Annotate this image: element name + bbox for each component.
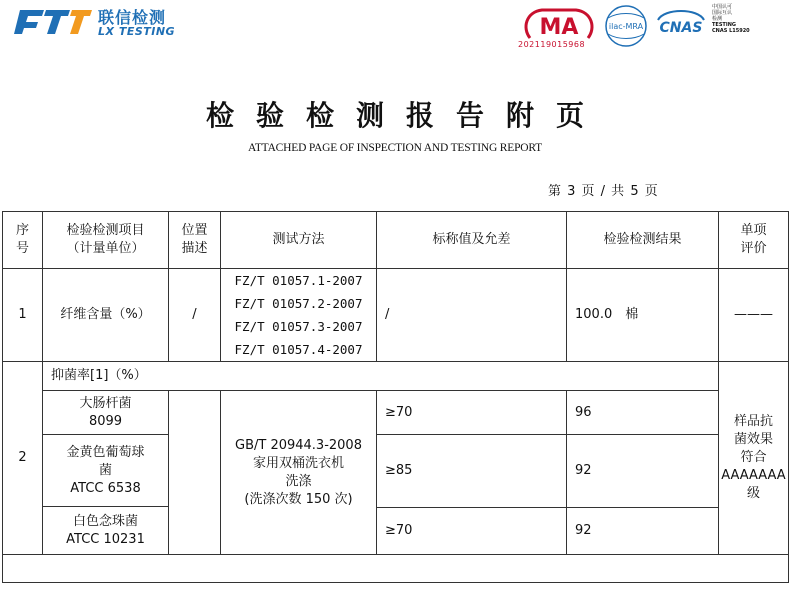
brand-name-cn: 联信检测 [98, 8, 167, 27]
table-row [3, 269, 789, 362]
subitem-nominal: ≥85 [377, 435, 567, 508]
page-number: 第 3 页 / 共 5 页 [548, 184, 658, 199]
lx-logo-icon [14, 6, 94, 38]
inspection-results-table [2, 211, 789, 583]
brand-name-en: LX TESTING [98, 25, 176, 38]
cma-seal-icon [522, 6, 596, 42]
header-result: 检验检测结果 [567, 212, 719, 269]
header-nominal: 标称值及允差 [377, 212, 567, 269]
table-row-empty [3, 555, 789, 583]
cnas-line: TESTING [712, 22, 736, 28]
table-header-row [3, 212, 789, 269]
row2-seq: 2 [3, 362, 43, 555]
cnas-code: CNAS L15920 [712, 28, 750, 34]
table-row [3, 362, 789, 391]
table-row [3, 391, 789, 435]
row2-position [169, 391, 221, 555]
row2-method: GB/T 20944.3-2008 家用双桶洗衣机 洗涤 (洗涤次数 150 次) [221, 391, 377, 555]
svg-text:MA: MA [539, 15, 579, 40]
subitem-name: 大肠杆菌 8099 [43, 391, 169, 435]
cma-number: 202119015968 [518, 40, 586, 49]
row1-eval: ——— [719, 269, 789, 362]
subitem-result: 96 [567, 391, 719, 435]
subitem-result: 92 [567, 435, 719, 508]
empty-footer-cell [3, 555, 789, 583]
row2-item: 抑菌率[1]（%） [43, 362, 719, 391]
row2-eval: 样品抗 菌效果 符合 AAAAAAA 级 [719, 362, 789, 555]
report-subtitle: ATTACHED PAGE OF INSPECTION AND TESTING REPORT [248, 142, 542, 154]
row1-result: 100.0 棉 [567, 269, 719, 362]
subitem-name: 金黄色葡萄球 菌 ATCC 6538 [43, 435, 169, 507]
svg-text:CNAS: CNAS [659, 20, 703, 36]
subitem-nominal: ≥70 [377, 508, 567, 555]
header-eval: 单项 评价 [719, 212, 789, 269]
row1-position: / [169, 269, 221, 362]
subitem-nominal: ≥70 [377, 391, 567, 435]
row1-item: 纤维含量（%） [43, 269, 169, 362]
svg-text:ilac-MRA: ilac-MRA [608, 22, 644, 31]
report-header [0, 0, 790, 62]
subitem-name: 白色念珠菌 ATCC 10231 [43, 507, 169, 555]
header-position: 位置 描述 [169, 212, 221, 269]
table-row [3, 435, 789, 471]
header-item: 检验检测项目 （计量单位） [43, 212, 169, 269]
cnas-line: 国际互认 [712, 10, 733, 16]
row1-methods: FZ/T 01057.1-2007 FZ/T 01057.2-2007 FZ/T 01057.3-2007 FZ/T 01057.4-2007 [221, 269, 377, 362]
ilac-mra-icon [602, 4, 650, 48]
cnas-line: 检测 [712, 16, 723, 22]
report-title: 检验检测报告附页 [205, 99, 606, 132]
row1-seq: 1 [3, 269, 43, 362]
cnas-accreditation-text [712, 4, 788, 34]
header-seq: 序 号 [3, 212, 43, 269]
subitem-result: 92 [567, 508, 719, 555]
cnas-line: 中国认可 [712, 4, 733, 10]
header-method: 测试方法 [221, 212, 377, 269]
cnas-mark-icon [654, 6, 708, 42]
row1-nominal: / [377, 269, 567, 362]
